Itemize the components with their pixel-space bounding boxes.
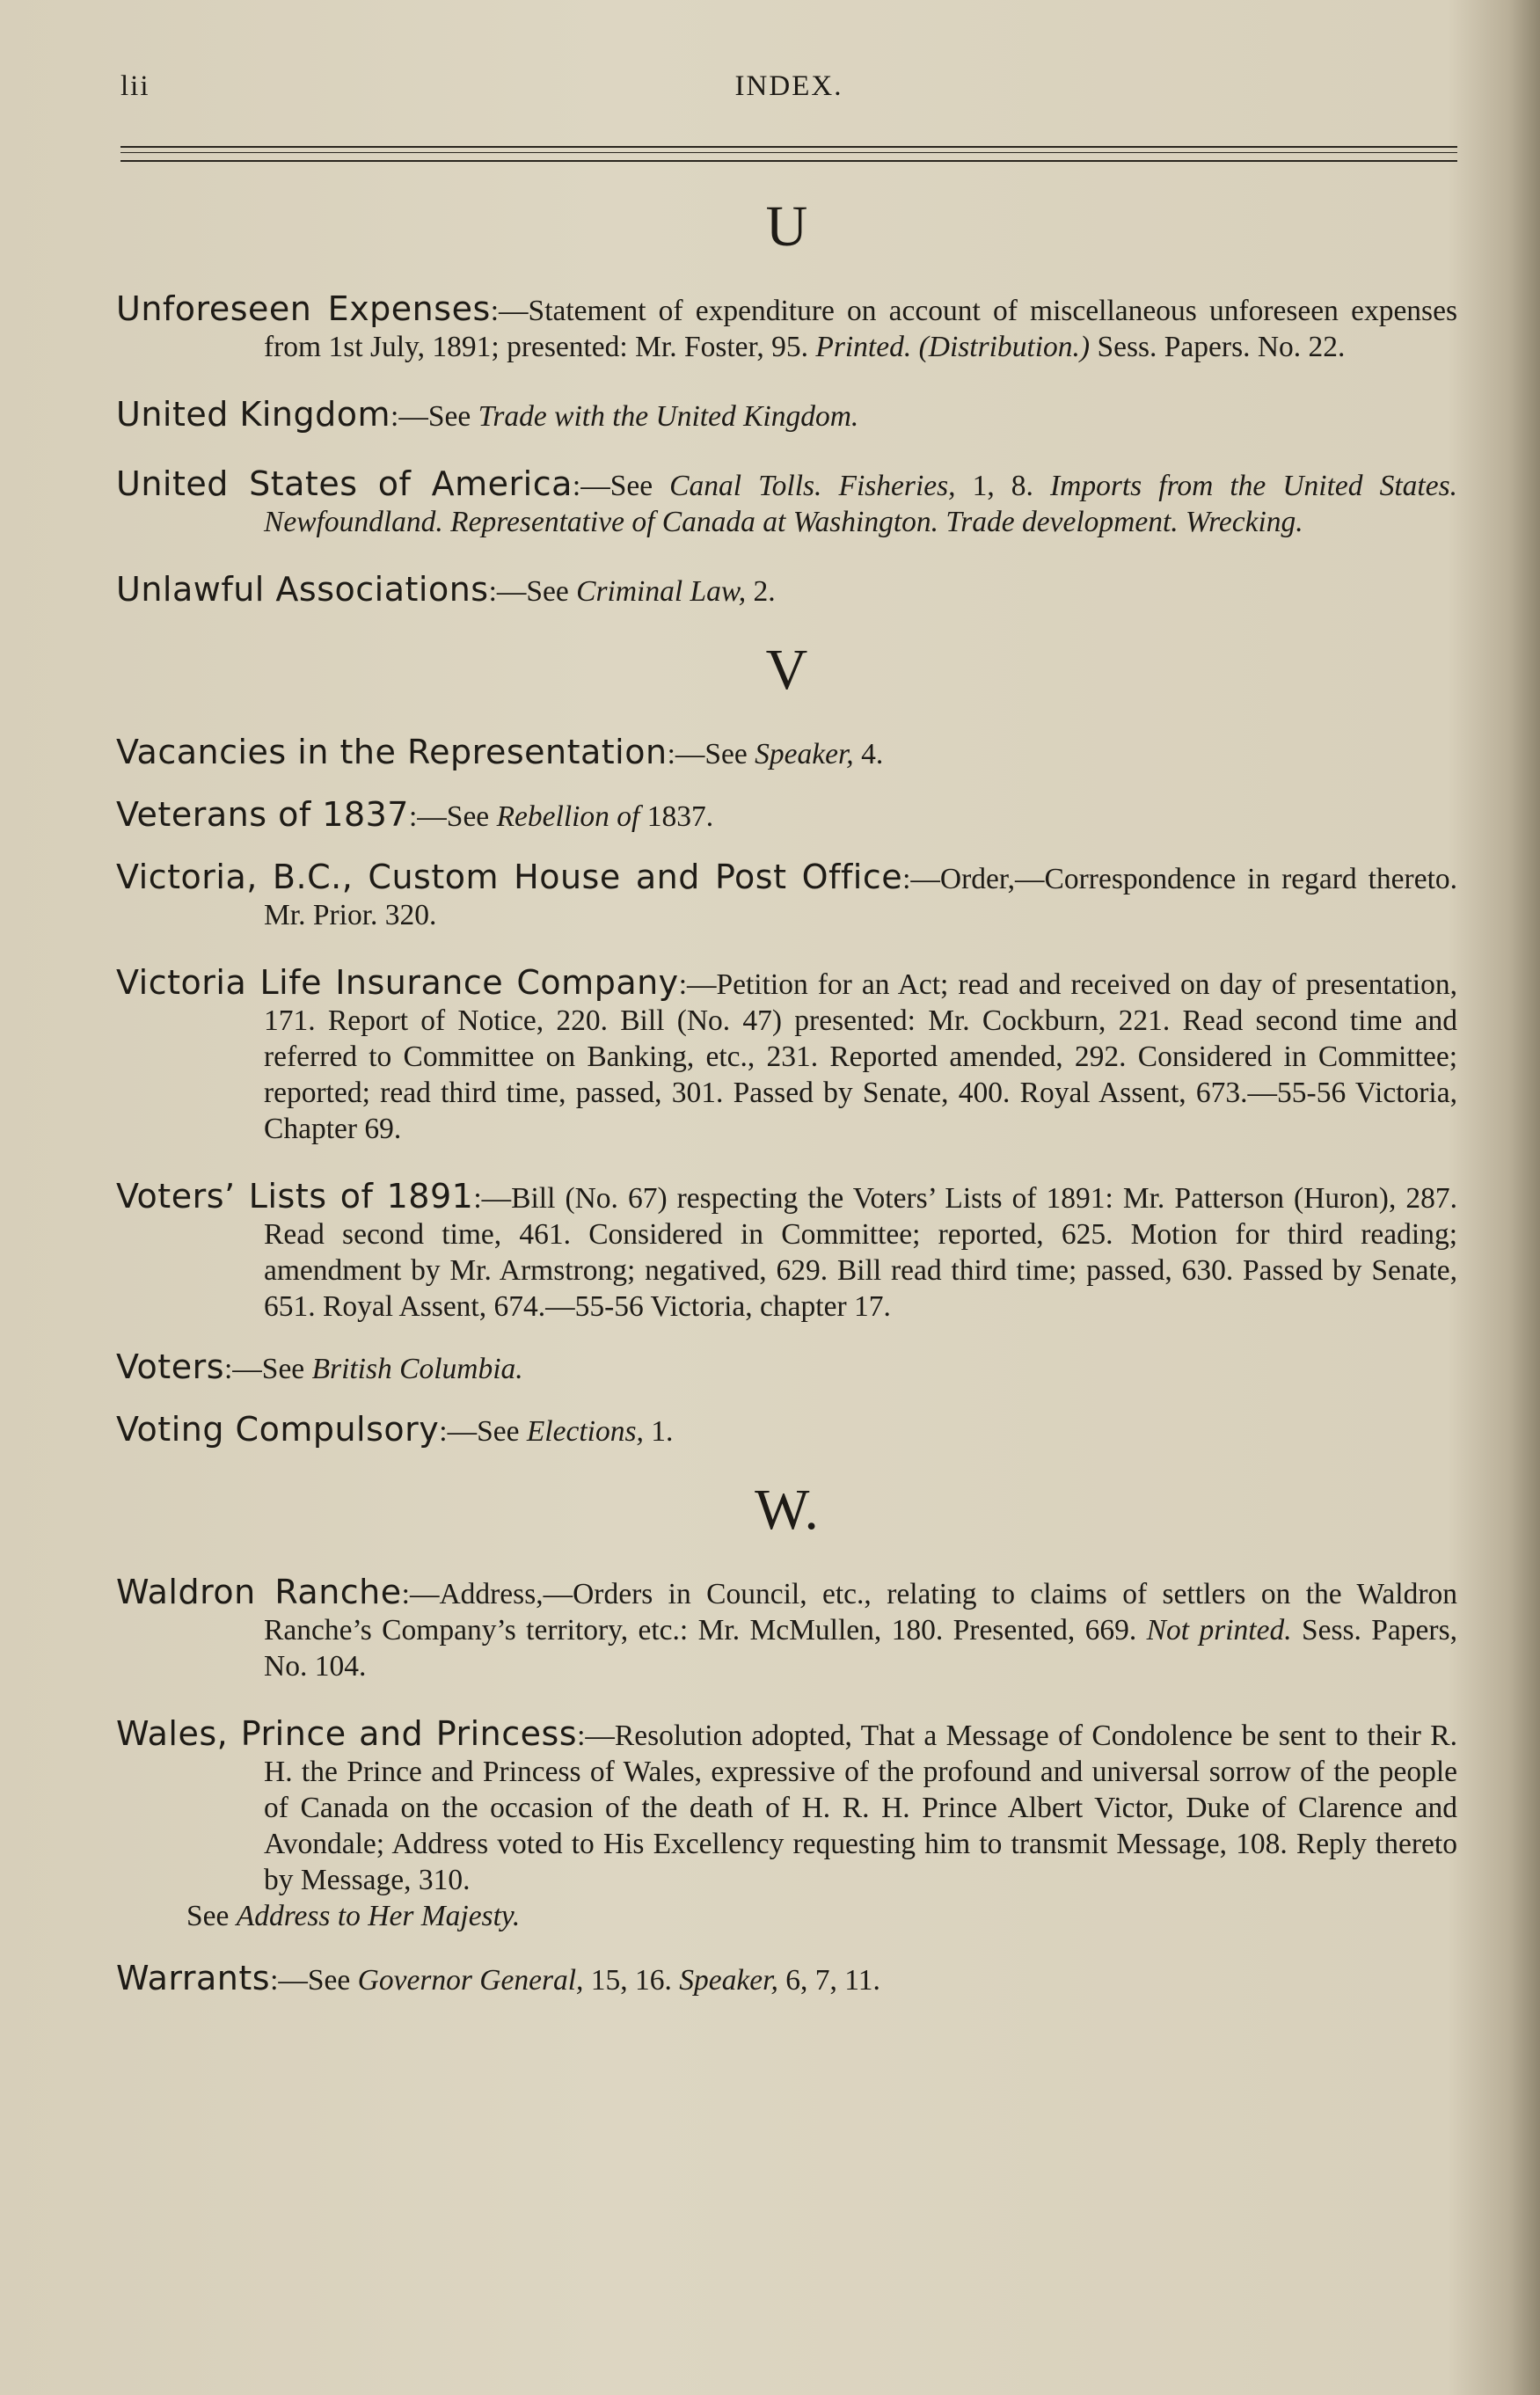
index-entry (116, 1961, 1457, 1998)
entry-body: :—Bill (No. 67) respecting the Voters’ Lists of 1891: Mr. Patterson (Huron), 287. Read second time, 461. Considered in Committee; reported, 625. Motion for third reading; amendment by Mr. Armstrong; negatived, 629. Bill read third time; passed, 630. Passed by Senate, 651. Royal Assent, 674.—55-56 Victoria, chapter 17. (264, 1182, 1457, 1323)
entry-body: :—Statement of expenditure on account of miscellaneous unforeseen expenses from 1st July, 1891; presented: Mr. Foster, 95. (264, 295, 1458, 363)
entry-body: :—See (270, 1964, 358, 1997)
entry-body: :—See (439, 1415, 527, 1448)
entry-term: United Kingdom (116, 395, 391, 434)
index-entry (116, 859, 1457, 933)
index-entry (116, 965, 1457, 1147)
entry-tail-2: 6, 7, 11. (777, 1964, 880, 1997)
entry-italic: Governor General, (357, 1964, 584, 1997)
entry-tail: Sess. Papers. No. 22. (1090, 331, 1346, 363)
entry-body: :—See (390, 400, 478, 433)
entry-italic: Trade with the United Kingdom. (478, 400, 859, 433)
entry-tail: 1. (643, 1415, 674, 1448)
entry-tail: Sess. Papers, No. 104. (264, 1614, 1457, 1683)
section-letter-u: U (765, 194, 808, 259)
entry-term: Unlawful Associations (116, 570, 489, 609)
entry-term: Wales, Prince and Princess (116, 1714, 578, 1753)
entry-body: :—Resolution adopted, That a Message of Condolence be sent to their R. H. the Prince and Princess of Wales, expressive of the profound and universal sorrow of the people of Canada on the occasion of the death of H. R. H. Prince Albert Victor, Duke of Clarence and Avondale; Address voted to His Excellency requesting him to transmit Message, 108. Reply thereto by Message, 310. (264, 1720, 1457, 1896)
entry-body: :—Address,—Orders in Council, etc., relating to claims of settlers on the Waldron Ranche’s Company’s territory, etc.: Mr. McMullen, 180. Presented, 669. (264, 1578, 1457, 1647)
entry-italic: Speaker, (755, 738, 854, 770)
entry-body: :—Order,—Correspondence in regard thereto. Mr. Prior. 320. (264, 863, 1457, 931)
entry-italic: Elections, (526, 1415, 644, 1448)
index-entry (116, 466, 1457, 540)
entry-body: :—See (224, 1353, 312, 1385)
header-rule (120, 146, 1457, 162)
index-content (116, 172, 1457, 2030)
entry-body: :—See (572, 470, 670, 502)
entry-italic: Rebellion of (496, 800, 640, 833)
index-entry (116, 1412, 1457, 1449)
entry-italic: Not printed. (1146, 1614, 1292, 1647)
entry-tail: 4. (853, 738, 884, 770)
index-entry (116, 1574, 1457, 1684)
entry-term: Warrants (116, 1959, 271, 1997)
entry-tail: 15, 16. (583, 1964, 680, 1997)
entry-term: Victoria Life Insurance Company (116, 963, 679, 1002)
entry-term: Victoria, B.C., Custom House and Post Office (116, 858, 903, 896)
entry-body: :—Petition for an Act; read and received on day of presentation, 171. Report of Notice, 220. Bill (No. 47) presented: Mr. Cockburn, 221. Read second time and referred to Committee on Banking, etc., 231. Reported amended, 292. Considered in Committee; reported; read third time, passed, 301. Passed by Senate, 400. Royal Assent, 673.—55-56 Victoria, Chapter 69. (264, 968, 1457, 1145)
see-prefix: See (186, 1900, 237, 1932)
page-header (120, 70, 1457, 114)
entry-tail: 1, 8. (955, 470, 1050, 502)
entry-italic-2: Imports from the United States. Newfoundland. Representative of Canada at Washington. Trade development. Wrecking. (264, 470, 1457, 538)
see-also-line (116, 1898, 1457, 1934)
entry-term: Voters’ Lists of 1891 (116, 1177, 474, 1216)
entry-term: Vacancies in the Representation (116, 733, 668, 771)
entry-italic: Criminal Law, (576, 575, 747, 608)
see-italic: Address to Her Majesty. (236, 1900, 521, 1932)
page-title: INDEX. (734, 70, 843, 102)
index-entry (116, 797, 1457, 835)
entry-body: :—See (667, 738, 755, 770)
entry-term: Unforeseen Expenses (116, 289, 491, 328)
index-entry (116, 397, 1457, 434)
index-entry (116, 1179, 1457, 1325)
index-entry (116, 1716, 1457, 1898)
entry-tail: 1837. (639, 800, 714, 833)
index-entry (116, 572, 1457, 610)
entry-tail: 2. (746, 575, 776, 608)
index-entry (116, 734, 1457, 772)
entry-body: :—See (488, 575, 577, 608)
section-letter-v: V (765, 638, 808, 702)
entry-italic: Printed. (Distribution.) (815, 331, 1091, 363)
entry-body: :—See (409, 800, 497, 833)
entry-term: Voters (116, 1347, 224, 1386)
entry-term: Veterans of 1837 (116, 795, 409, 834)
entry-term: United States of America (116, 464, 573, 503)
entry-italic-2: Speaker, (679, 1964, 778, 1997)
entry-term: Waldron Ranche (116, 1573, 402, 1611)
index-entry (116, 291, 1457, 365)
entry-italic: Canal Tolls. Fisheries, (669, 470, 956, 502)
entry-term: Voting Compulsory (116, 1410, 440, 1449)
page-number: lii (120, 70, 150, 102)
entry-italic: British Columbia. (311, 1353, 523, 1385)
index-entry (116, 1349, 1457, 1387)
section-letter-w: W. (755, 1478, 819, 1542)
